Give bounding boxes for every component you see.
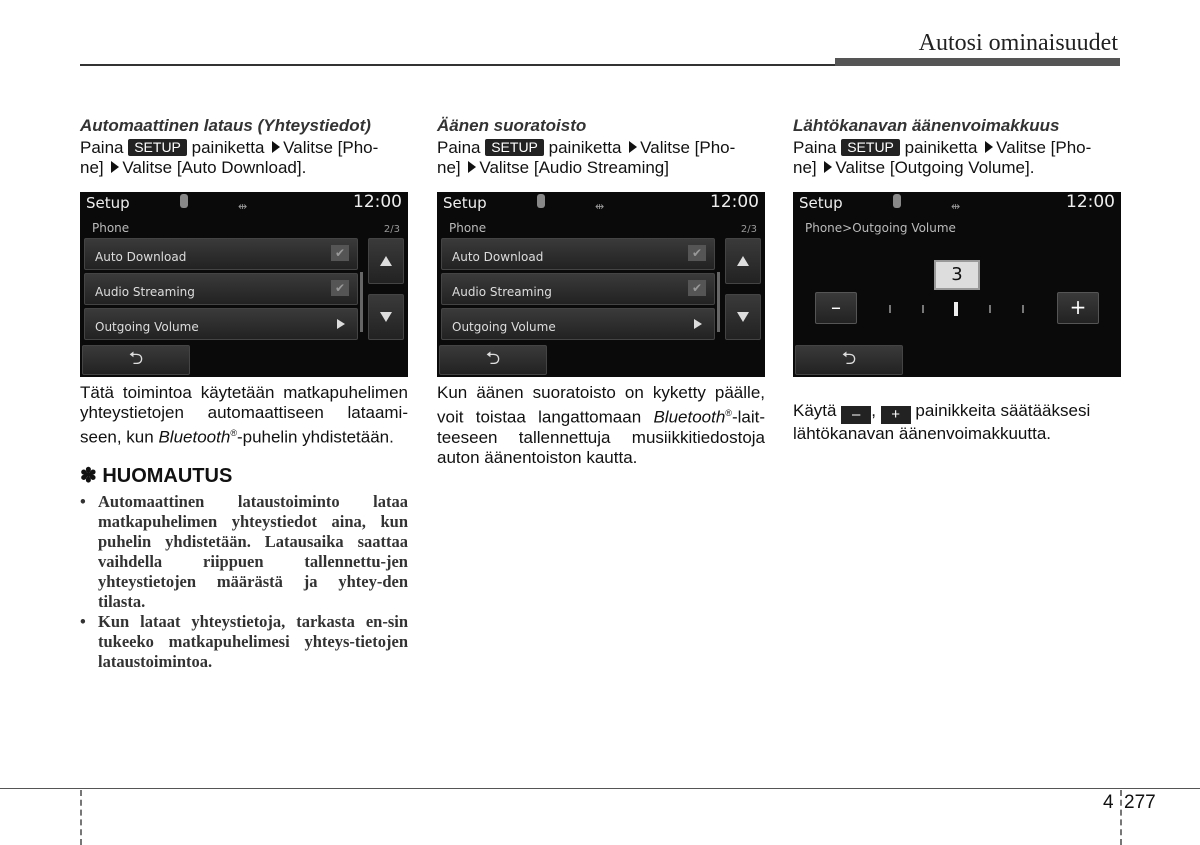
volume-tick: [889, 305, 891, 313]
arrow-right-icon: [468, 161, 476, 173]
desc-italic: Bluetooth: [158, 427, 231, 447]
desc-text: painikkeita säätääksesi lähtökanavan äänenvoimakkuutta.: [793, 401, 1091, 443]
setup-button-badge: SETUP: [485, 139, 544, 156]
instruction: [793, 138, 1121, 178]
volume-plus-button[interactable]: +: [1057, 292, 1099, 324]
screen-subtitle: Phone: [449, 221, 487, 235]
instr-text: Valitse [Pho-: [283, 138, 379, 157]
bluetooth-icon: [893, 194, 901, 208]
checkbox-icon[interactable]: ✔: [331, 245, 349, 261]
setup-button-badge: SETUP: [841, 139, 900, 156]
bluetooth-icon: [537, 194, 545, 208]
menu-item-auto-download[interactable]: [84, 238, 358, 270]
crop-mark-left: [80, 790, 82, 845]
usb-icon: ⇹: [951, 200, 961, 213]
description: [80, 383, 408, 448]
back-arrow-icon: ⮌: [841, 348, 857, 369]
chevron-right-icon: [694, 319, 702, 329]
minus-button-icon: –: [841, 406, 871, 424]
chapter-number: 4: [1103, 792, 1114, 813]
screen-clock: 12:00: [353, 192, 402, 212]
desc-italic: Bluetooth: [653, 407, 726, 427]
usb-icon: ⇹: [595, 200, 605, 213]
instr-text: Valitse [Auto Download].: [122, 158, 307, 177]
bluetooth-icon: [180, 194, 188, 208]
instr-text: Valitse [Pho-: [640, 138, 736, 157]
instr-text: Valitse [Audio Streaming]: [479, 158, 669, 177]
screen-title: Setup: [443, 194, 487, 212]
column-auto-download: [80, 116, 408, 672]
note-title: ✽ HUOMAUTUS: [80, 464, 233, 487]
registered-mark: ®: [230, 428, 237, 438]
back-arrow-icon: ⮌: [485, 348, 501, 369]
arrow-right-icon: [272, 141, 280, 153]
arrow-down-icon: [737, 312, 749, 322]
instr-text: ne]: [793, 158, 817, 177]
column-audio-streaming: [437, 116, 765, 468]
checkbox-icon[interactable]: ✔: [331, 280, 349, 296]
instr-text: ne]: [80, 158, 104, 177]
instr-text: ne]: [437, 158, 461, 177]
checkbox-icon[interactable]: ✔: [688, 245, 706, 261]
note-item: • Automaattinen lataustoiminto lataa matkapuhelimen yhteystiedot aina, kun puhelin yhdistetään. Latausaika saattaa vaihdella riippuen tallennettu-jen yhteystietojen määrästä ja yhtey-den tilasta.: [80, 492, 408, 612]
instruction: [80, 138, 408, 178]
instr-text: painiketta: [191, 138, 265, 157]
desc-text: Käytä: [793, 401, 837, 420]
header-rule-thick: [835, 58, 1120, 66]
back-button[interactable]: [82, 345, 190, 375]
back-button[interactable]: [795, 345, 903, 375]
instr-text: Paina: [437, 138, 481, 157]
column-outgoing-volume: [793, 116, 1121, 444]
instr-text: Valitse [Outgoing Volume].: [835, 158, 1035, 177]
menu-item-audio-streaming[interactable]: [441, 273, 715, 305]
volume-value-display: 3: [934, 260, 980, 290]
desc-text: Kun äänen suoratoisto on kyketty päälle, voit toistaa langattomaan: [437, 383, 765, 427]
arrow-down-icon: [380, 312, 392, 322]
page-header-title: Autosi ominaisuudet: [918, 30, 1118, 56]
menu-item-outgoing-volume[interactable]: [441, 308, 715, 340]
arrow-right-icon: [111, 161, 119, 173]
instr-text: painiketta: [904, 138, 978, 157]
desc-text: -puhelin yhdistetään.: [236, 427, 394, 447]
menu-item-audio-streaming[interactable]: [84, 273, 358, 305]
description: [793, 401, 1121, 444]
back-arrow-icon: ⮌: [128, 348, 144, 369]
instr-text: Paina: [80, 138, 124, 157]
section-title: Lähtökanavan äänenvoimakkuus: [793, 116, 1060, 135]
arrow-up-icon: [380, 256, 392, 266]
arrow-right-icon: [985, 141, 993, 153]
desc-text: Tätä toimintoa käytetään matkapuhelimen yhteystietojen automaattiseen lataami-seen, kun: [80, 383, 408, 447]
chevron-right-icon: [337, 319, 345, 329]
checkbox-icon[interactable]: ✔: [688, 280, 706, 296]
arrow-right-icon: [629, 141, 637, 153]
menu-item-label: Outgoing Volume: [452, 320, 556, 334]
screen-subtitle: Phone>Outgoing Volume: [805, 221, 956, 235]
scrollbar[interactable]: [717, 272, 720, 332]
instr-text: painiketta: [548, 138, 622, 157]
menu-item-label: Audio Streaming: [452, 285, 552, 299]
screen-clock: 12:00: [1066, 192, 1115, 212]
crop-mark-right: [1120, 790, 1122, 845]
setup-button-badge: SETUP: [128, 139, 187, 156]
menu-item-label: Auto Download: [95, 250, 187, 264]
footer-rule: [0, 788, 1200, 789]
back-button[interactable]: [439, 345, 547, 375]
screen-title: Setup: [86, 194, 130, 212]
menu-item-outgoing-volume[interactable]: [84, 308, 358, 340]
setup-screen-auto-download: [80, 192, 408, 377]
screen-page-indicator: 2/3: [740, 224, 757, 235]
screen-title: Setup: [799, 194, 843, 212]
scroll-up-button[interactable]: [725, 238, 761, 284]
plus-button-icon: +: [881, 406, 911, 424]
volume-tick: [1022, 305, 1024, 313]
screen-page-indicator: 2/3: [383, 224, 400, 235]
setup-screen-outgoing-volume: [793, 192, 1121, 377]
instr-text: Paina: [793, 138, 837, 157]
scrollbar[interactable]: [360, 272, 363, 332]
desc-text: -lait-teeseen tallennettuja musiikkitiedostoja auton äänentoiston kautta.: [437, 407, 765, 467]
note-item: • Kun lataat yhteystietoja, tarkasta en-sin tukeeko matkapuhelimesi yhteys-tietojen lataustoimintoa.: [80, 612, 408, 672]
menu-item-label: Audio Streaming: [95, 285, 195, 299]
volume-minus-button[interactable]: –: [815, 292, 857, 324]
desc-text: ,: [871, 401, 876, 420]
arrow-right-icon: [824, 161, 832, 173]
instruction: [437, 138, 765, 178]
registered-mark: ®: [725, 408, 732, 418]
arrow-up-icon: [737, 256, 749, 266]
menu-item-label: Auto Download: [452, 250, 544, 264]
page-number: 277: [1124, 792, 1156, 813]
volume-tick: [922, 305, 924, 313]
volume-tick: [989, 305, 991, 313]
usb-icon: ⇹: [238, 200, 248, 213]
section-title: Automaattinen lataus (Yhteystiedot): [80, 116, 371, 135]
instr-text: Valitse [Pho-: [996, 138, 1092, 157]
section-title: Äänen suoratoisto: [437, 116, 587, 135]
scroll-down-button[interactable]: [725, 294, 761, 340]
menu-item-auto-download[interactable]: [441, 238, 715, 270]
note-list: [80, 492, 408, 672]
volume-tick-active: [954, 302, 958, 316]
screen-subtitle: Phone: [92, 221, 130, 235]
header-rule: [80, 64, 835, 66]
scroll-up-button[interactable]: [368, 238, 404, 284]
scroll-down-button[interactable]: [368, 294, 404, 340]
setup-screen-audio-streaming: [437, 192, 765, 377]
menu-item-label: Outgoing Volume: [95, 320, 199, 334]
description: [437, 383, 765, 468]
screen-clock: 12:00: [710, 192, 759, 212]
